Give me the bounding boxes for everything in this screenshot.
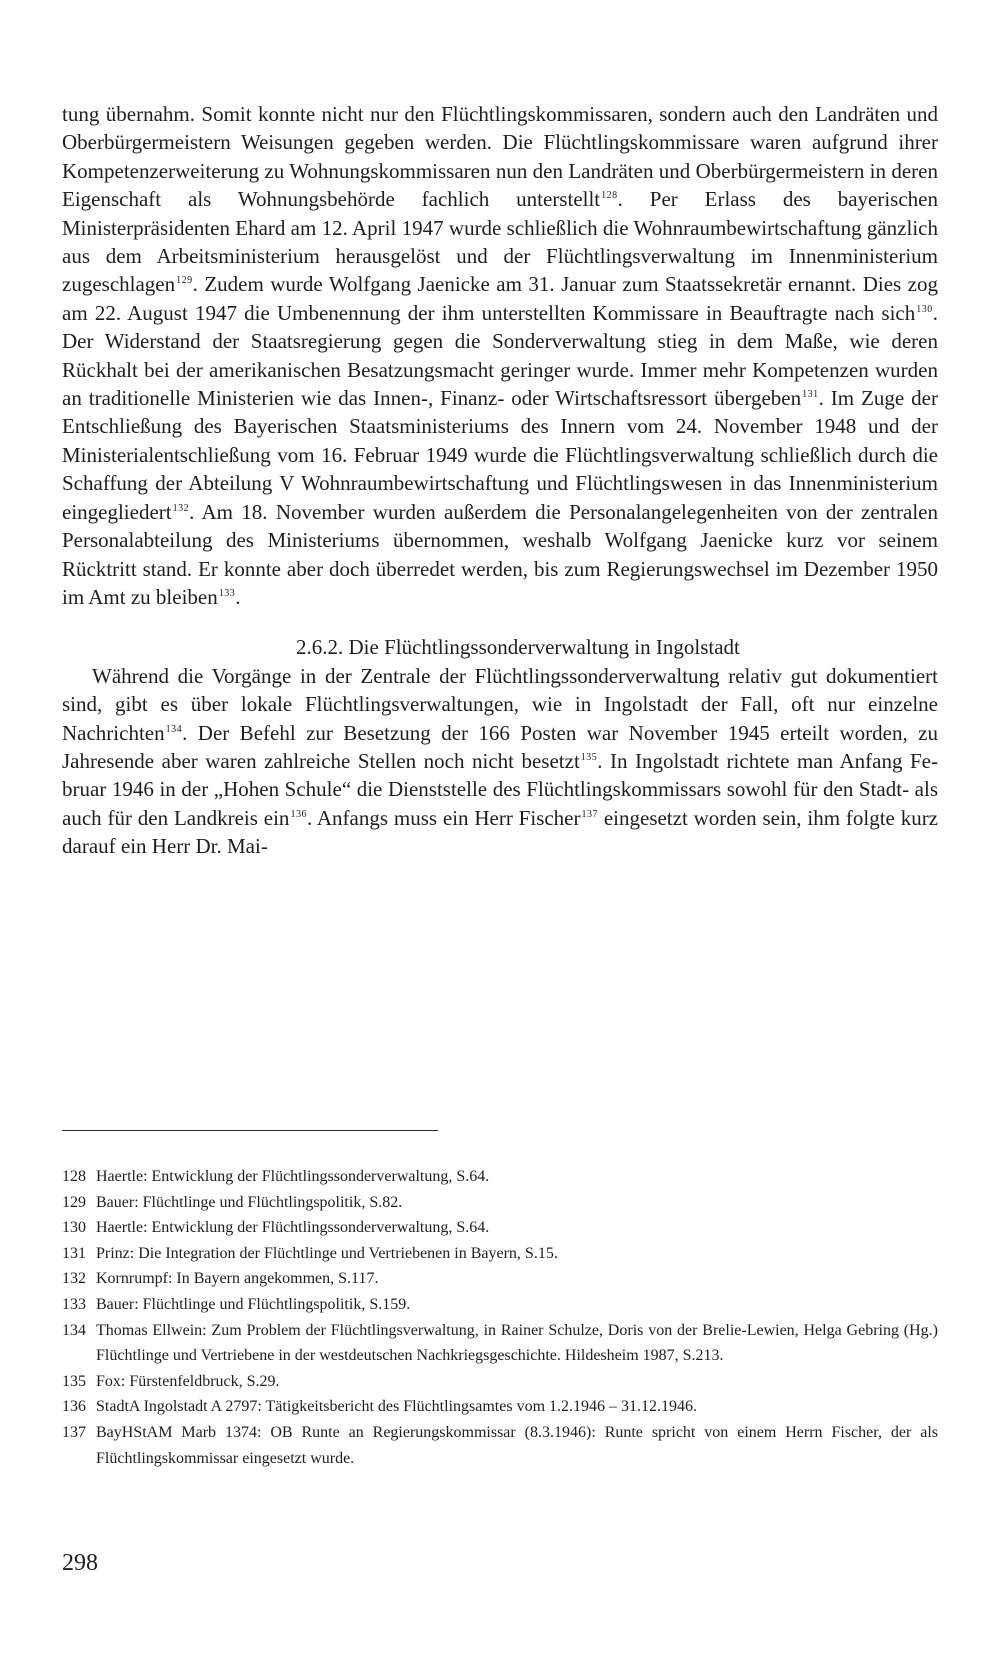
footnote-128: [62, 1164, 938, 1190]
footnote-136: [62, 1394, 938, 1420]
paragraph-2: [62, 662, 938, 861]
section-heading: 2.6.2. Die Flüchtlingssonderverwaltung in Ingolstadt: [296, 635, 740, 660]
footnote-text: Fox: Fürstenfeldbruck, S.29.: [96, 1372, 280, 1390]
footnote-ref-130[interactable]: 130: [916, 303, 933, 315]
footnote-ref-136[interactable]: 136: [290, 808, 307, 820]
footnote-134: [62, 1318, 938, 1369]
footnote-ref-137[interactable]: 137: [581, 808, 598, 820]
paragraph-1: [62, 100, 938, 611]
footnote-ref-135[interactable]: 135: [580, 751, 598, 763]
footnote-text: BayHStAM Marb 1374: OB Runte an Regierungskommissar (8.3.1946): Runte spricht von einem Herrn Fischer, der als Flüchtlingskommissar eingesetzt wurde.: [96, 1423, 938, 1467]
footnote-number: 137: [62, 1423, 86, 1441]
text-run: . Per Erlass des bayerischen Ministerpräsidenten Ehard am 12. April 1947 wurde schließlich die Wohnraumbewirtschaftung gänzlich aus dem Arbeitsministerium herausgelöst und der Flüchtlingsverwaltung im Innenministerium zugeschlagen: [62, 187, 938, 297]
text-run: . Der Befehl zur Besetzung der 166 Posten war November 1945 erteilt worden, zu Jahresende aber waren zahlreiche Stellen noch nicht besetzt: [62, 720, 938, 773]
text-run: . Im Zuge der Entschließung des Bayerischen Staatsministeriums des Innern vom 24. November 1948 und der Ministerialentschließung vom 16. Februar 1949 wurde die Flüchtlingsverwaltung schließlich durch die Schaffung der Abteilung V Wohnraumbewirtschaftung und Flüchtlingswesen in das Innenministerium eingegliedert: [62, 386, 938, 524]
footnotes: [62, 1164, 938, 1471]
footnote-number: 130: [62, 1219, 86, 1237]
text-run: . Zudem wurde Wolfgang Jaenicke am 31. Januar zum Staatssekretär ernannt. Dies zog am 22. August 1947 die Umbenennung der ihm unterstellten Kommissare in Beauftragte nach sich: [62, 272, 938, 325]
footnote-text: Haertle: Entwicklung der Flüchtlingssonderverwaltung, S.64.: [96, 1219, 490, 1237]
footnote-133: [62, 1292, 938, 1318]
footnote-text: StadtA Ingolstadt A 2797: Tätigkeitsbericht des Flüchtlingsamtes vom 1.2.1946 – 31.12.1946.: [96, 1398, 698, 1416]
text-run: .: [235, 584, 241, 609]
text-run: . In Ingolstadt richtete man Anfang Februar 1946 in der „Hohen Schule“ die Dienststelle des Flüchtlingskommissars sowohl für den Stadt- als auch für den Landkreis ein: [62, 748, 938, 830]
footnote-number: 135: [62, 1372, 86, 1390]
main-text: [62, 100, 938, 861]
footnote-text: Bauer: Flüchtlinge und Flüchtlingspolitik, S.82.: [96, 1193, 403, 1211]
footnote-130: [62, 1215, 938, 1241]
footnote-129: [62, 1190, 938, 1216]
footnote-135: [62, 1369, 938, 1395]
text-run: eingesetzt worden sein, ihm folgte kurz darauf ein Herr Dr. Mai-: [62, 805, 939, 859]
text-run: tung übernahm. Somit konnte nicht nur den Flüchtlingskommissaren, sondern auch den Landräten und Oberbürgermeistern Weisungen gegeben werden. Die Flüchtlingskommissare waren aufgrund ihrer Kompetenzerweiterung zu Wohnungskommissaren nun den Landräten und Oberbürgermeistern in deren Eigenschaft als Wohnungsbehörde fachlich unterstellt: [62, 102, 938, 212]
footnote-ref-129[interactable]: 129: [176, 275, 193, 287]
footnote-137: [62, 1420, 938, 1471]
footnote-separator: [62, 1130, 438, 1131]
footnote-ref-128[interactable]: 128: [601, 190, 618, 202]
footnote-ref-134[interactable]: 134: [165, 723, 183, 735]
footnote-text: Haertle: Entwicklung der Flüchtlingssonderverwaltung, S.64.: [96, 1168, 490, 1185]
footnote-text: Thomas Ellwein: Zum Problem der Flüchtlingsverwaltung, in Rainer Schulze, Doris von der Brelie-Lewien, Helga Gebring (Hg.) Flüchtlinge und Vertriebene in der westdeutschen Nachkriegsgeschichte. Hildesheim 1987, S.213.: [96, 1321, 938, 1365]
page-number: 298: [62, 1550, 98, 1576]
footnote-number: 134: [62, 1321, 86, 1339]
text-run: Während die Vorgänge in der Zentrale der Flüchtlingssonderverwaltung relativ gut dokumentiert sind, gibt es über lokale Flüchtlingsverwaltungen, wie in Ingolstadt der Fall, oft nur einzelne Nachrichten: [62, 663, 938, 745]
footnote-text: Bauer: Flüchtlinge und Flüchtlingspolitik, S.159.: [96, 1295, 411, 1313]
footnote-number: 132: [62, 1270, 86, 1288]
footnote-text: Kornrumpf: In Bayern angekommen, S.117.: [96, 1270, 379, 1288]
footnote-131: [62, 1241, 938, 1267]
footnote-number: 131: [62, 1244, 86, 1262]
text-run: . Der Widerstand der Staatsregierung gegen die Sonderverwaltung stieg in dem Maße, wie deren Rückhalt bei der amerikanischen Besatzungsmacht geringer wurde. Immer mehr Kompetenzen wurden an traditionelle Ministerien wie das Innen-, Finanz- oder Wirtschaftsressort übergeben: [62, 300, 938, 411]
footnote-ref-132[interactable]: 132: [172, 502, 190, 514]
text-run: . Am 18. November wurden außerdem die Personalangelegenheiten von der zentralen Personalabteilung des Ministeriums übernommen, weshalb Wolfgang Jaenicke kurz vor seinem Rücktritt stand. Er konnte aber doch überredet werden, bis zum Regierungswechsel im Dezember 1950 im Amt zu bleiben: [62, 499, 938, 609]
footnote-number: 129: [62, 1193, 86, 1211]
footnote-text: Prinz: Die Integration der Flüchtlinge und Vertriebenen in Bayern, S.15.: [96, 1244, 558, 1262]
text-run: . Anfangs muss ein Herr Fischer: [306, 805, 581, 830]
footnote-132: [62, 1266, 938, 1292]
footnote-number: 128: [62, 1168, 86, 1185]
footnote-number: 136: [62, 1398, 86, 1416]
footnote-ref-131[interactable]: 131: [802, 389, 819, 401]
footnote-number: 133: [62, 1295, 86, 1313]
footnote-ref-133[interactable]: 133: [218, 587, 236, 599]
